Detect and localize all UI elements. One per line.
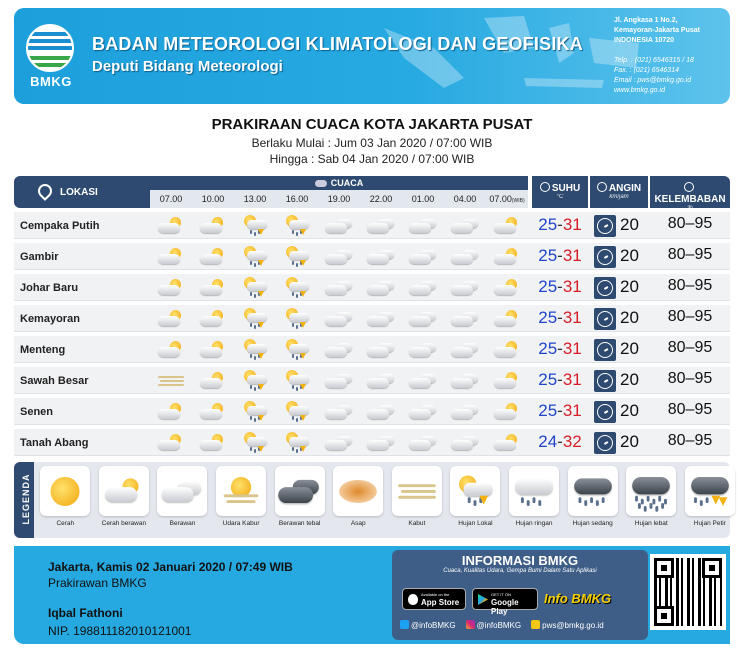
legend-label: Hujan lebat bbox=[634, 520, 668, 527]
table-row bbox=[14, 212, 730, 239]
cerah-berawan-icon bbox=[192, 367, 234, 394]
hujan-lokal-icon bbox=[234, 398, 276, 425]
temperature-range: 25-31 bbox=[538, 308, 582, 327]
temp-min: 25 bbox=[538, 308, 558, 327]
legend-label: Hujan ringan bbox=[515, 520, 553, 527]
forecaster-nip: NIP. 198811182010121001 bbox=[48, 624, 192, 638]
humidity-range: 80–95 bbox=[667, 246, 713, 263]
wind-direction-icon bbox=[594, 277, 616, 299]
cerah-berawan-icon bbox=[192, 274, 234, 301]
legend-items bbox=[36, 466, 739, 527]
google-play-small: GET IT ON bbox=[491, 592, 511, 597]
qr-code[interactable] bbox=[650, 554, 726, 630]
wind-direction-icon bbox=[594, 401, 616, 423]
berawan-icon bbox=[402, 212, 444, 239]
wind-icon bbox=[597, 182, 607, 192]
legend-item bbox=[446, 466, 505, 527]
cerah-berawan-icon bbox=[150, 398, 192, 425]
app-store-label: App Store bbox=[421, 598, 460, 607]
twitter-link[interactable] bbox=[400, 620, 456, 630]
address-block bbox=[614, 16, 720, 46]
time-slot: 13.00 bbox=[243, 194, 267, 204]
wind-direction-icon bbox=[594, 432, 616, 454]
time-slot: 22.00 bbox=[369, 194, 393, 204]
table-row bbox=[14, 398, 730, 425]
wind-speed: 20 bbox=[620, 432, 639, 451]
header-lokasi-label: LOKASI bbox=[60, 187, 98, 198]
hujan-lokal-icon bbox=[276, 336, 318, 363]
location-name: Tanah Abang bbox=[20, 437, 89, 449]
wind-speed: 20 bbox=[620, 401, 639, 420]
berawan-icon bbox=[318, 243, 360, 270]
humidity-range: 80–95 bbox=[667, 277, 713, 294]
time-slot: 07.00(WIB) bbox=[489, 194, 525, 204]
twitter-icon bbox=[400, 620, 409, 629]
hujan-lokal-icon bbox=[276, 398, 318, 425]
apple-icon bbox=[408, 594, 418, 605]
time-suffix: (WIB) bbox=[511, 198, 525, 204]
berawan-icon bbox=[360, 243, 402, 270]
contact-fax: Fax. : (021) 6546314 bbox=[614, 67, 679, 74]
legend-label: Cerah berawan bbox=[101, 520, 147, 527]
cerah-berawan-icon bbox=[192, 305, 234, 332]
hujan-sedang-icon bbox=[568, 466, 618, 516]
wind-direction-icon bbox=[594, 339, 616, 361]
hujan-petir-icon bbox=[685, 466, 735, 516]
info-bmkg-panel bbox=[392, 550, 648, 640]
header-suhu-unit: °C bbox=[556, 194, 564, 200]
temp-min: 24 bbox=[538, 432, 558, 451]
time-slot: 19.00 bbox=[327, 194, 351, 204]
legend-label: Hujan sedang bbox=[572, 520, 613, 527]
legend-item bbox=[95, 466, 154, 527]
hujan-lokal-icon bbox=[234, 274, 276, 301]
berawan-icon bbox=[402, 429, 444, 456]
header-banner bbox=[14, 8, 730, 104]
berawan-icon bbox=[360, 429, 402, 456]
location-name: Senen bbox=[20, 406, 54, 418]
temp-max: 32 bbox=[562, 432, 582, 451]
legend-tab bbox=[14, 462, 34, 538]
header-kelembaban-unit: % bbox=[687, 205, 693, 211]
cerah-berawan-icon bbox=[486, 274, 528, 301]
header-angin-label: ANGIN bbox=[608, 183, 642, 194]
contact-phone: Telp. : (021) 6546315 / 18 bbox=[614, 57, 694, 64]
header-kelembaban bbox=[650, 176, 730, 211]
cerah-berawan-icon bbox=[486, 429, 528, 456]
google-play-label: Google Play bbox=[491, 598, 519, 616]
header-suhu-label: SUHU bbox=[551, 183, 581, 194]
instagram-link[interactable] bbox=[466, 620, 522, 630]
issued-date: Jakarta, Kamis 02 Januari 2020 / 07:49 WIB bbox=[48, 560, 293, 574]
berawan-icon bbox=[360, 336, 402, 363]
wind-direction-icon bbox=[594, 370, 616, 392]
table-row bbox=[14, 243, 730, 270]
hujan-lokal-icon bbox=[276, 212, 318, 239]
time-slots bbox=[150, 190, 528, 208]
temp-max: 31 bbox=[562, 370, 582, 389]
berawan-icon bbox=[402, 367, 444, 394]
temp-min: 25 bbox=[538, 277, 558, 296]
wind-speed: 20 bbox=[620, 339, 639, 358]
cerah-berawan-icon bbox=[150, 274, 192, 301]
temp-min: 25 bbox=[538, 246, 558, 265]
address-line: INDONESIA 10720 bbox=[614, 37, 675, 44]
temp-max: 31 bbox=[562, 339, 582, 358]
berawan-icon bbox=[444, 336, 486, 363]
berawan-icon bbox=[360, 212, 402, 239]
hujan-lokal-icon bbox=[450, 466, 500, 516]
wind-direction-icon bbox=[594, 246, 616, 268]
berawan-icon bbox=[402, 398, 444, 425]
wind-speed: 20 bbox=[620, 308, 639, 327]
temperature-range: 25-31 bbox=[538, 339, 582, 358]
cerah-berawan-icon bbox=[150, 429, 192, 456]
table-row bbox=[14, 429, 730, 456]
time-slot: 01.00 bbox=[411, 194, 435, 204]
kabut-icon bbox=[392, 466, 442, 516]
temperature-range: 25-31 bbox=[538, 370, 582, 389]
temperature-range: 25-31 bbox=[538, 401, 582, 420]
time-slot: 07.00 bbox=[159, 194, 183, 204]
info-bmkg-app-name: Info BMKG bbox=[544, 591, 612, 606]
berawan-icon bbox=[444, 305, 486, 332]
humidity-range: 80–95 bbox=[667, 401, 713, 418]
org-subtitle: Deputi Bidang Meteorologi bbox=[92, 58, 283, 75]
instagram-handle: @infoBMKG bbox=[476, 621, 522, 630]
cerah-berawan-icon bbox=[99, 466, 149, 516]
legend-label: Hujan Petir bbox=[693, 520, 726, 527]
hujan-lokal-icon bbox=[276, 305, 318, 332]
legend-label: Cerah bbox=[56, 520, 75, 527]
berawan-icon bbox=[360, 367, 402, 394]
legend-label: Berawan tebal bbox=[278, 520, 321, 527]
page-title: PRAKIRAAN CUACA KOTA JAKARTA PUSAT bbox=[211, 116, 533, 133]
legend-item bbox=[622, 466, 681, 527]
hujan-lokal-icon bbox=[234, 336, 276, 363]
berawan-icon bbox=[360, 305, 402, 332]
location-name: Gambir bbox=[20, 251, 59, 263]
berawan-icon bbox=[318, 274, 360, 301]
address-line: Jl. Angkasa 1 No.2, bbox=[614, 17, 678, 24]
legend-item bbox=[329, 466, 388, 527]
cerah-berawan-icon bbox=[192, 212, 234, 239]
bmkg-logo bbox=[26, 24, 76, 94]
hujan-lokal-icon bbox=[234, 243, 276, 270]
wind-speed: 20 bbox=[620, 215, 639, 234]
berawan-tebal-icon bbox=[275, 466, 325, 516]
legend-tab-label: LEGENDA bbox=[21, 473, 31, 525]
berawan-icon bbox=[444, 274, 486, 301]
wind-direction-icon bbox=[594, 308, 616, 330]
cerah-berawan-icon bbox=[150, 336, 192, 363]
berawan-icon bbox=[402, 305, 444, 332]
location-pin-icon bbox=[35, 181, 55, 201]
google-play-icon bbox=[478, 594, 488, 605]
legend-label: Asap bbox=[350, 520, 366, 527]
footer bbox=[14, 546, 730, 644]
berawan-icon bbox=[402, 274, 444, 301]
cerah-berawan-icon bbox=[192, 243, 234, 270]
hujan-lokal-icon bbox=[234, 367, 276, 394]
cerah-berawan-icon bbox=[192, 429, 234, 456]
temp-min: 25 bbox=[538, 339, 558, 358]
logo-text: BMKG bbox=[30, 74, 72, 89]
table-row bbox=[14, 274, 730, 301]
temp-min: 25 bbox=[538, 215, 558, 234]
contact-block bbox=[614, 56, 724, 96]
header-kelembaban-label: KELEMBABAN bbox=[654, 194, 726, 205]
contact-website[interactable]: www.bmkg.go.id bbox=[614, 87, 665, 94]
location-name: Kemayoran bbox=[20, 313, 80, 325]
location-name: Cempaka Putih bbox=[20, 220, 100, 232]
app-store-button[interactable] bbox=[402, 588, 466, 610]
thermometer-icon bbox=[540, 182, 550, 192]
hujan-lokal-icon bbox=[276, 367, 318, 394]
header-angin bbox=[590, 176, 648, 208]
temperature-range: 25-31 bbox=[538, 246, 582, 265]
hujan-lebat-icon bbox=[626, 466, 676, 516]
temperature-range: 25-31 bbox=[538, 277, 582, 296]
legend-label: Berawan bbox=[169, 520, 196, 527]
time-slot: 04.00 bbox=[453, 194, 477, 204]
berawan-icon bbox=[402, 243, 444, 270]
cloud-icon bbox=[315, 180, 327, 187]
forecaster-name: Iqbal Fathoni bbox=[48, 606, 123, 620]
valid-from: Berlaku Mulai : Jum 03 Jan 2020 / 07:00 WIB bbox=[251, 136, 493, 150]
table-row bbox=[14, 367, 730, 394]
cerah-berawan-icon bbox=[192, 398, 234, 425]
humidity-range: 80–95 bbox=[667, 370, 713, 387]
bmkg-emblem-icon bbox=[26, 24, 74, 72]
legend-item bbox=[505, 466, 564, 527]
temp-max: 31 bbox=[562, 308, 582, 327]
cerah-berawan-icon bbox=[150, 305, 192, 332]
location-name: Menteng bbox=[20, 344, 66, 356]
berawan-icon bbox=[360, 398, 402, 425]
cerah-berawan-icon bbox=[150, 212, 192, 239]
berawan-icon bbox=[318, 429, 360, 456]
temperature-range: 25-31 bbox=[538, 215, 582, 234]
cerah-berawan-icon bbox=[486, 243, 528, 270]
temp-max: 31 bbox=[562, 277, 582, 296]
time-slot: 10.00 bbox=[201, 194, 225, 204]
legend-item bbox=[388, 466, 447, 527]
legend-item bbox=[681, 466, 740, 527]
udara-kabur-icon bbox=[216, 466, 266, 516]
hujan-lokal-icon bbox=[234, 429, 276, 456]
info-subtitle: Cuaca, Kualitas Udara, Gempa Bumi Dalam Satu Aplikasi bbox=[443, 568, 597, 574]
legend-label: Udara Kabur bbox=[222, 520, 260, 527]
wind-speed: 20 bbox=[620, 370, 639, 389]
cerah-berawan-icon bbox=[192, 336, 234, 363]
temperature-range: 24-32 bbox=[538, 432, 582, 451]
cerah-berawan-icon bbox=[486, 305, 528, 332]
temp-min: 25 bbox=[538, 401, 558, 420]
valid-to: Hingga : Sab 04 Jan 2020 / 07:00 WIB bbox=[269, 152, 475, 166]
header-angin-unit: km/jam bbox=[609, 194, 629, 200]
berawan-icon bbox=[318, 212, 360, 239]
berawan-icon bbox=[318, 305, 360, 332]
header-suhu bbox=[532, 176, 588, 208]
wind-speed: 20 bbox=[620, 277, 639, 296]
email-address: pws@bmkg.go.id bbox=[542, 621, 604, 630]
email-icon bbox=[531, 620, 540, 629]
info-title: INFORMASI BMKG bbox=[461, 553, 579, 568]
legend-item bbox=[212, 466, 271, 527]
berawan-icon bbox=[318, 336, 360, 363]
contact-email[interactable]: Email : pws@bmkg.go.id bbox=[614, 77, 692, 84]
header-cuaca bbox=[150, 176, 528, 208]
berawan-icon bbox=[318, 398, 360, 425]
hujan-lokal-icon bbox=[276, 429, 318, 456]
indonesia-map-icon bbox=[374, 8, 644, 104]
legend bbox=[14, 462, 730, 538]
wind-speed: 20 bbox=[620, 246, 639, 265]
humidity-range: 80–95 bbox=[667, 308, 713, 325]
instagram-icon bbox=[466, 620, 475, 629]
legend-item bbox=[153, 466, 212, 527]
location-name: Sawah Besar bbox=[20, 375, 89, 387]
hujan-lokal-icon bbox=[234, 305, 276, 332]
cerah-icon bbox=[40, 466, 90, 516]
temp-max: 31 bbox=[562, 215, 582, 234]
berawan-icon bbox=[444, 398, 486, 425]
hujan-lokal-icon bbox=[276, 274, 318, 301]
legend-label: Hujan Lokal bbox=[458, 520, 493, 527]
location-name: Johar Baru bbox=[20, 282, 79, 294]
berawan-icon bbox=[444, 429, 486, 456]
email-link[interactable] bbox=[531, 620, 603, 630]
humidity-range: 80–95 bbox=[667, 339, 713, 356]
time-slot: 16.00 bbox=[285, 194, 309, 204]
cerah-berawan-icon bbox=[486, 367, 528, 394]
org-name: BADAN METEOROLOGI KLIMATOLOGI DAN GEOFISIKA bbox=[92, 34, 583, 54]
forecaster-role: Prakirawan BMKG bbox=[48, 576, 147, 590]
temp-min: 25 bbox=[538, 370, 558, 389]
cerah-berawan-icon bbox=[486, 398, 528, 425]
legend-item bbox=[270, 466, 329, 527]
hujan-ringan-icon bbox=[509, 466, 559, 516]
kabut-icon bbox=[150, 367, 192, 394]
address-line: Kemayoran-Jakarta Pusat bbox=[614, 27, 700, 34]
asap-icon bbox=[333, 466, 383, 516]
wind-direction-icon bbox=[594, 215, 616, 237]
hujan-lokal-icon bbox=[234, 212, 276, 239]
berawan-icon bbox=[444, 367, 486, 394]
twitter-handle: @infoBMKG bbox=[411, 621, 456, 630]
humidity-icon bbox=[684, 182, 694, 192]
berawan-icon bbox=[444, 212, 486, 239]
header-lokasi bbox=[14, 176, 150, 208]
berawan-icon bbox=[402, 336, 444, 363]
google-play-button[interactable] bbox=[472, 588, 538, 616]
legend-item bbox=[563, 466, 622, 527]
berawan-icon bbox=[360, 274, 402, 301]
table-row bbox=[14, 336, 730, 363]
humidity-range: 80–95 bbox=[667, 432, 713, 449]
temp-max: 31 bbox=[562, 401, 582, 420]
berawan-icon bbox=[157, 466, 207, 516]
legend-label: Kabut bbox=[408, 520, 426, 527]
header-cuaca-label: CUACA bbox=[330, 178, 364, 188]
berawan-icon bbox=[318, 367, 360, 394]
qr-code-icon bbox=[654, 558, 722, 626]
cerah-berawan-icon bbox=[150, 243, 192, 270]
humidity-range: 80–95 bbox=[667, 215, 713, 232]
cerah-berawan-icon bbox=[486, 212, 528, 239]
app-store-small: Available on the bbox=[421, 592, 450, 597]
berawan-icon bbox=[444, 243, 486, 270]
cerah-berawan-icon bbox=[486, 336, 528, 363]
hujan-lokal-icon bbox=[276, 243, 318, 270]
legend-item bbox=[36, 466, 95, 527]
temp-max: 31 bbox=[562, 246, 582, 265]
table-row bbox=[14, 305, 730, 332]
